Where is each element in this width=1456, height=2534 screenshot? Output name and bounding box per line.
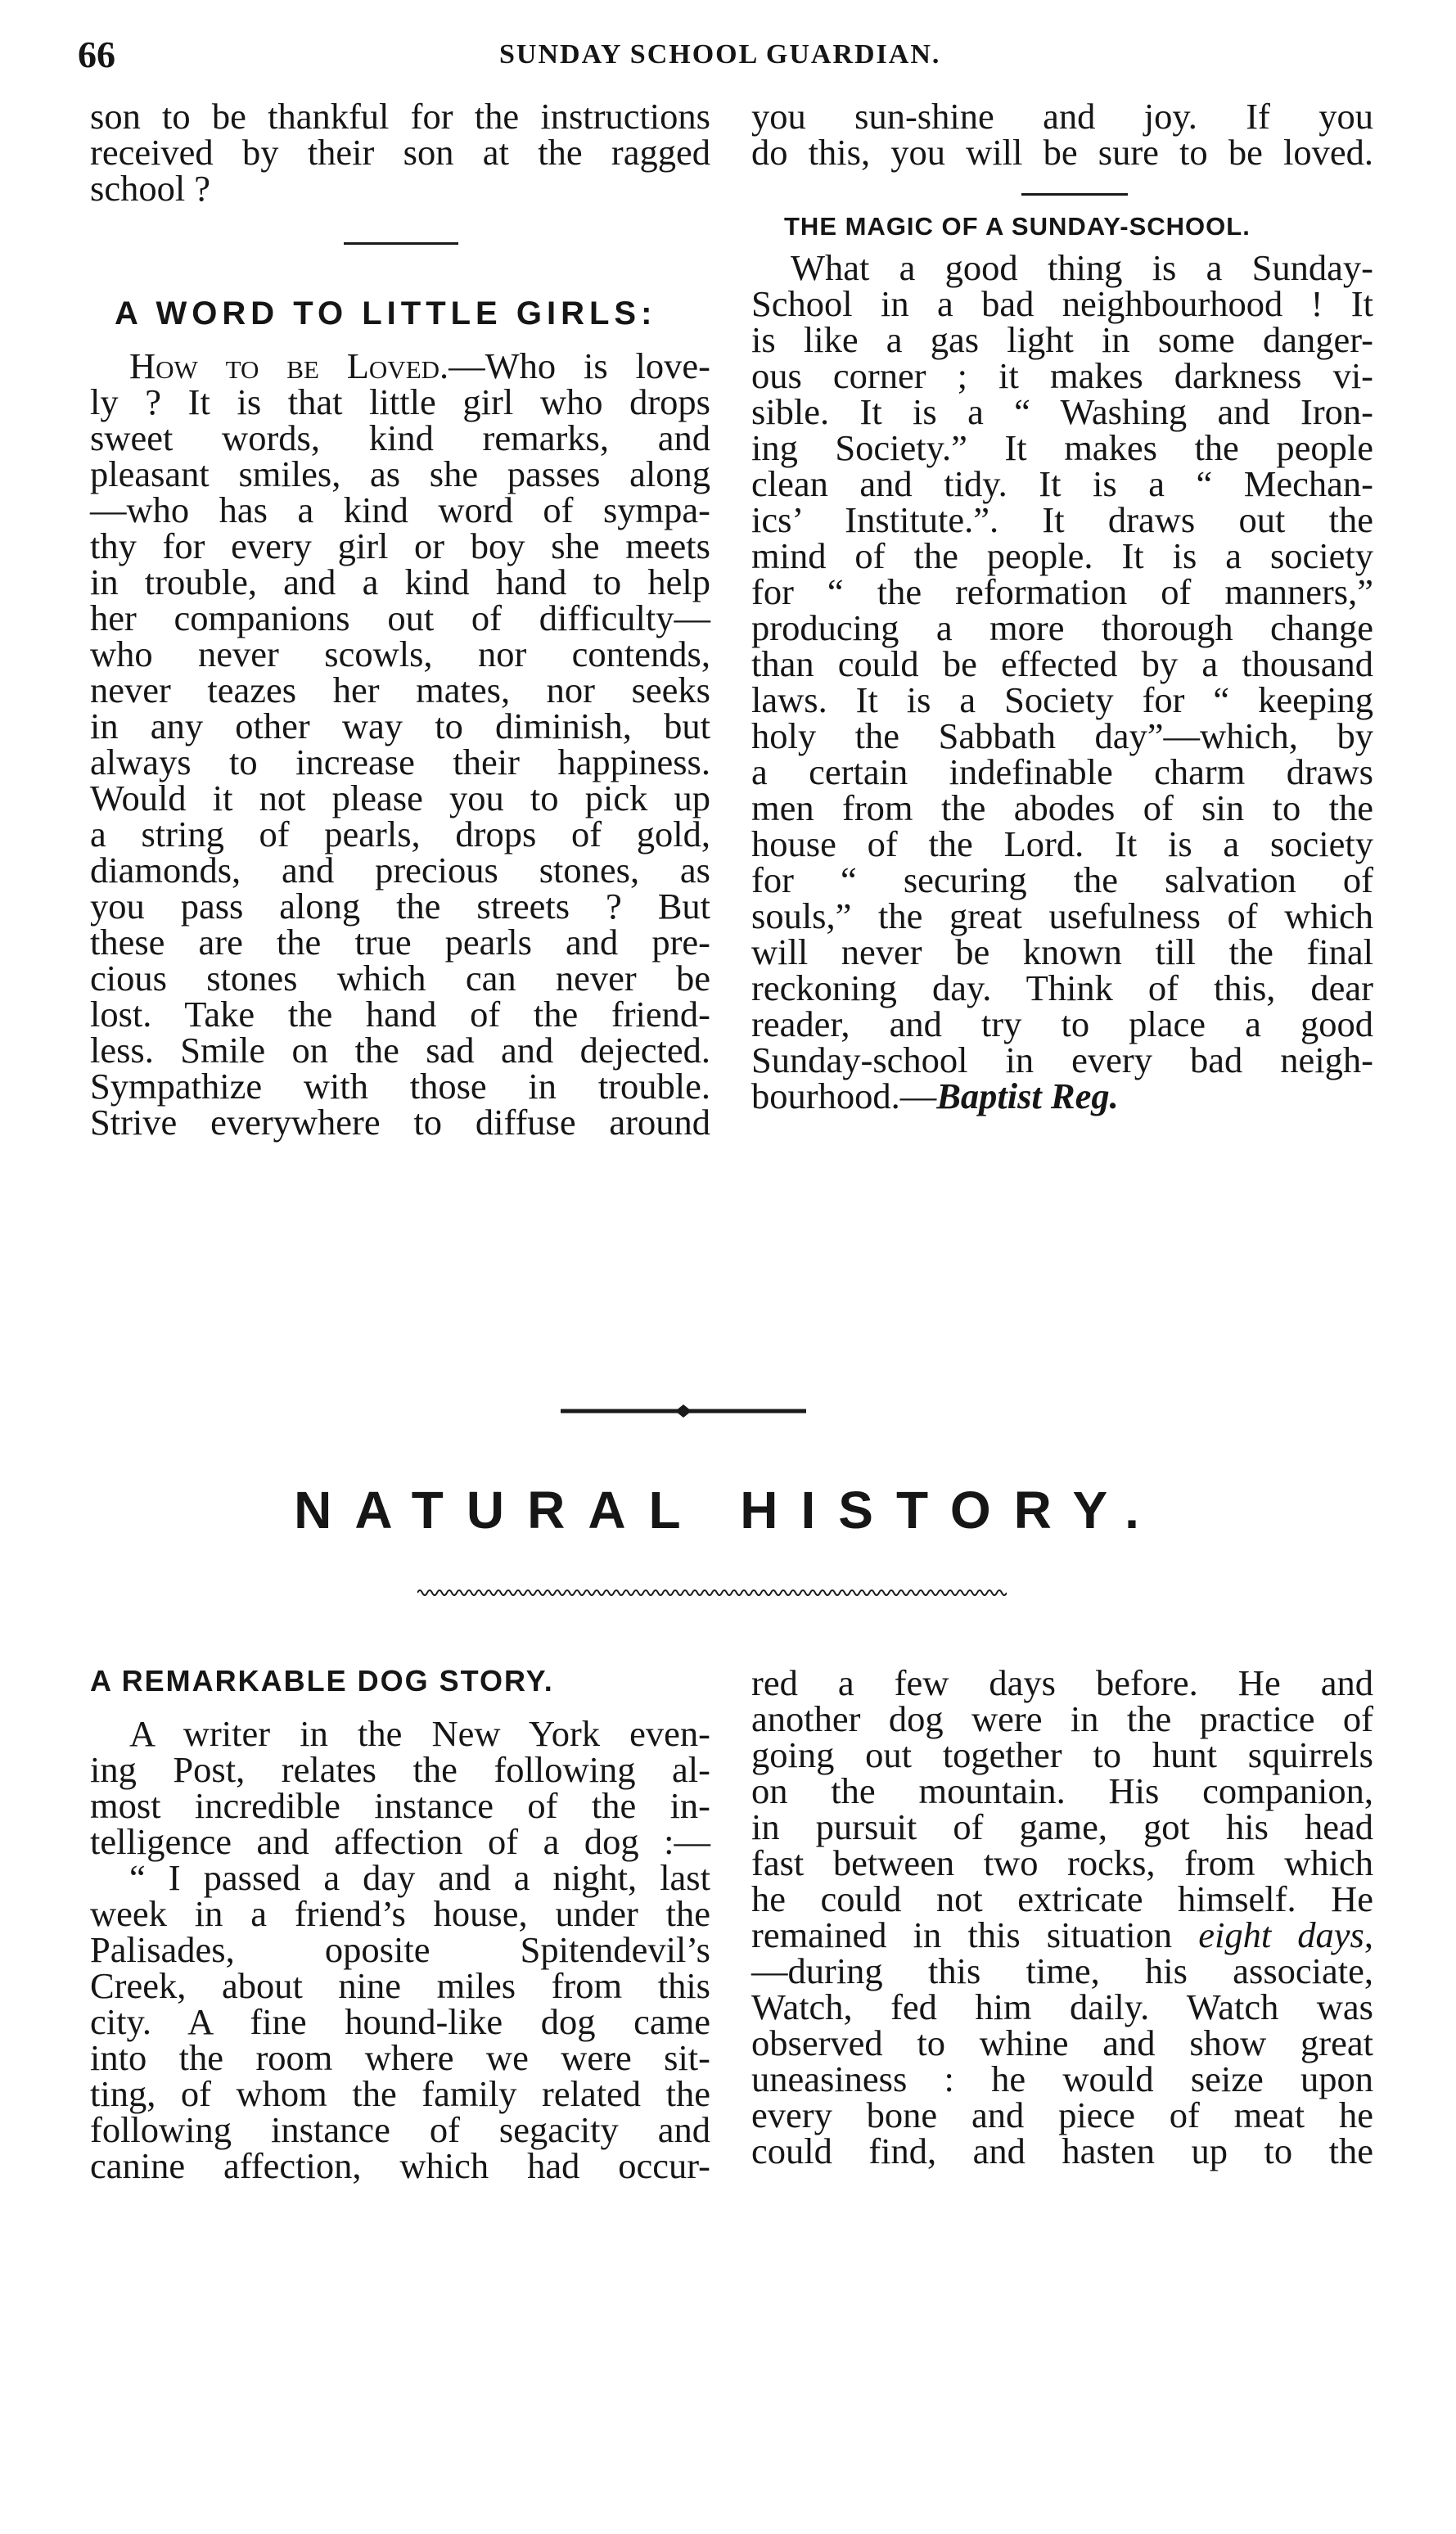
text-line: reckoning day. Think of this, dear (751, 967, 1373, 1008)
left-column-bottom (90, 1653, 710, 2184)
text-line: less. Smile on the sad and dejected. (90, 1030, 710, 1071)
right-column-top (751, 98, 1373, 1114)
text-line: laws. It is a Society for “ keeping (751, 679, 1373, 720)
article-text (90, 381, 710, 1143)
text-line: observed to whine and show great (751, 2022, 1373, 2063)
right-column-bottom (751, 1662, 1373, 2171)
text-line: in pursuit of game, got his head (751, 1806, 1373, 1847)
text-line: a certain indefinable charm draws (751, 751, 1373, 792)
text-line: lost. Take the hand of the friend- (90, 994, 710, 1035)
journal-title: SUNDAY SCHOOL GUARDIAN. (499, 39, 941, 70)
text-line: is like a gas light in some danger- (751, 319, 1373, 360)
text-line: a string of pearls, drops of gold, (90, 814, 710, 854)
text-line: most incredible instance of the in- (90, 1785, 710, 1826)
short-rule (1021, 193, 1128, 196)
text-line: red a few days before. He and (751, 1662, 1373, 1703)
article-last-line (751, 1075, 1373, 1116)
text-line: producing a more thorough change (751, 607, 1373, 648)
text-line: could find, and hasten up to the (751, 2130, 1373, 2171)
text-line: received by their son at the ragged (90, 132, 710, 173)
text-line: for “ the reformation of manners,” (751, 571, 1373, 612)
text-line: city. A fine hound-like dog came (90, 2001, 710, 2042)
text-line: ing Post, relates the following al- (90, 1749, 710, 1790)
wavy-rule (417, 1586, 1007, 1599)
text-line: Sympathize with those in trouble. (90, 1066, 710, 1107)
text-line: in any other way to diminish, but (90, 706, 710, 746)
text-line: will never be known till the final (751, 931, 1373, 972)
text-line: ous corner ; it makes darkness vi- (751, 355, 1373, 396)
text-line: sible. It is a “ Washing and Iron- (751, 391, 1373, 432)
article-first-line-text: —Who is love- (449, 345, 710, 386)
text-line: son to be thankful for the instructions (90, 96, 710, 137)
text-line: telligence and affection of a dog :— (90, 1821, 710, 1862)
text-line: another dog were in the practice of (751, 1698, 1373, 1739)
diamond-rule (561, 1403, 806, 1419)
text-line: —who has a kind word of sympa- (90, 489, 710, 530)
page-number: 66 (78, 34, 115, 75)
text-line: he could not extricate himself. He (751, 1878, 1373, 1919)
article-text (751, 1950, 1373, 2171)
text-line: diamonds, and precious stones, as (90, 850, 710, 891)
article-lead: How to be Loved. (129, 345, 449, 386)
text-line: canine affection, which had occur- (90, 2145, 710, 2186)
text-fragment: remained in this situation (751, 1914, 1199, 1955)
text-line: in trouble, and a kind hand to help (90, 561, 710, 602)
left-column-top (90, 96, 710, 1143)
text-line: Palisades, oposite Spitendevil’s (90, 1929, 710, 1970)
text-line: School in a bad neighbourhood ! It (751, 283, 1373, 324)
text-line: on the mountain. His companion, (751, 1770, 1373, 1811)
article-text (751, 1662, 1373, 1919)
text-line: Creek, about nine miles from this (90, 1965, 710, 2006)
text-line: never teazes her mates, nor seeks (90, 670, 710, 710)
text-line: week in a friend’s house, under the (90, 1893, 710, 1934)
text-line: thy for every girl or boy she meets (90, 525, 710, 566)
text-line: these are the true pearls and pre- (90, 922, 710, 963)
text-line: fast between two rocks, from which (751, 1842, 1373, 1883)
text-line: mind of the people. It is a society (751, 535, 1373, 576)
text-line: clean and tidy. It is a “ Mechan- (751, 463, 1373, 504)
text-line: into the room where we were sit- (90, 2037, 710, 2078)
text-line: holy the Sabbath day”—which, by (751, 715, 1373, 756)
text-line: sweet words, kind remarks, and (90, 417, 710, 458)
text-line: going out together to hunt squirrels (751, 1734, 1373, 1775)
text-line: you sun-shine and joy. If you (751, 96, 1373, 137)
article-text (751, 247, 1373, 1080)
text-line: men from the abodes of sin to the (751, 787, 1373, 828)
text-line: who never scowls, nor contends, (90, 634, 710, 674)
text-line: school ? (90, 168, 211, 209)
article-body-little-girls (90, 345, 710, 1143)
text-line: following instance of segacity and (90, 2109, 710, 2150)
section-title-natural-history: NATURAL HISTORY. (294, 1481, 1162, 1540)
article-title-little-girls: A WORD TO LITTLE GIRLS: (115, 295, 657, 331)
text-line: A writer in the New York even- (129, 1713, 710, 1754)
article-source: Baptist Reg. (936, 1075, 1119, 1116)
text-line: always to increase their happiness. (90, 742, 710, 782)
text-line: Would it not please you to pick up (90, 778, 710, 818)
running-head (78, 33, 1387, 82)
text-line: for “ securing the salvation of (751, 859, 1373, 900)
text-line: “ I passed a day and a night, last (129, 1857, 710, 1898)
text-fragment: , (1364, 1914, 1373, 1955)
text-line: Watch, fed him daily. Watch was (751, 1986, 1373, 2027)
text-line: souls,” the great usefulness of which (751, 895, 1373, 936)
article-title-magic-sunday-school: THE MAGIC OF A SUNDAY-SCHOOL. (784, 212, 1251, 241)
text-line: ly ? It is that little girl who drops (90, 381, 710, 422)
text-line: cious stones which can never be (90, 958, 710, 999)
article-last-line-text: bourhood.— (751, 1075, 937, 1116)
text-line: —during this time, his associate, (751, 1950, 1373, 1991)
text-line: ting, of whom the family related the (90, 2073, 710, 2114)
emphasis-eight-days: eight days (1198, 1914, 1364, 1955)
text-line: house of the Lord. It is a society (751, 823, 1373, 864)
text-line: reader, and try to place a good (751, 1003, 1373, 1044)
text-line: her companions out of difficulty— (90, 597, 710, 638)
text-line: than could be effected by a thousand (751, 643, 1373, 684)
short-rule (344, 242, 458, 245)
article-text (90, 1713, 710, 2186)
article-first-line (90, 345, 710, 386)
article-title-dog-story: A REMARKABLE DOG STORY. (90, 1664, 554, 1698)
text-line: Sunday-school in every bad neigh- (751, 1039, 1373, 1080)
continued-text (751, 96, 1373, 173)
text-line: What a good thing is a Sunday- (791, 247, 1373, 288)
text-line: Strive everywhere to diffuse around (90, 1102, 710, 1143)
text-line: you pass along the streets ? But (90, 886, 710, 927)
text-line: do this, you will be sure to be loved. (751, 132, 1373, 173)
text-line: pleasant smiles, as she passes along (90, 453, 710, 494)
text-line: uneasiness : he would seize upon (751, 2058, 1373, 2099)
text-line: ics’ Institute.”. It draws out the (751, 499, 1373, 540)
text-line: ing Society.” It makes the people (751, 427, 1373, 468)
text-line: every bone and piece of meat he (751, 2094, 1373, 2135)
continued-text (90, 96, 710, 209)
text-line (751, 1914, 1373, 1955)
